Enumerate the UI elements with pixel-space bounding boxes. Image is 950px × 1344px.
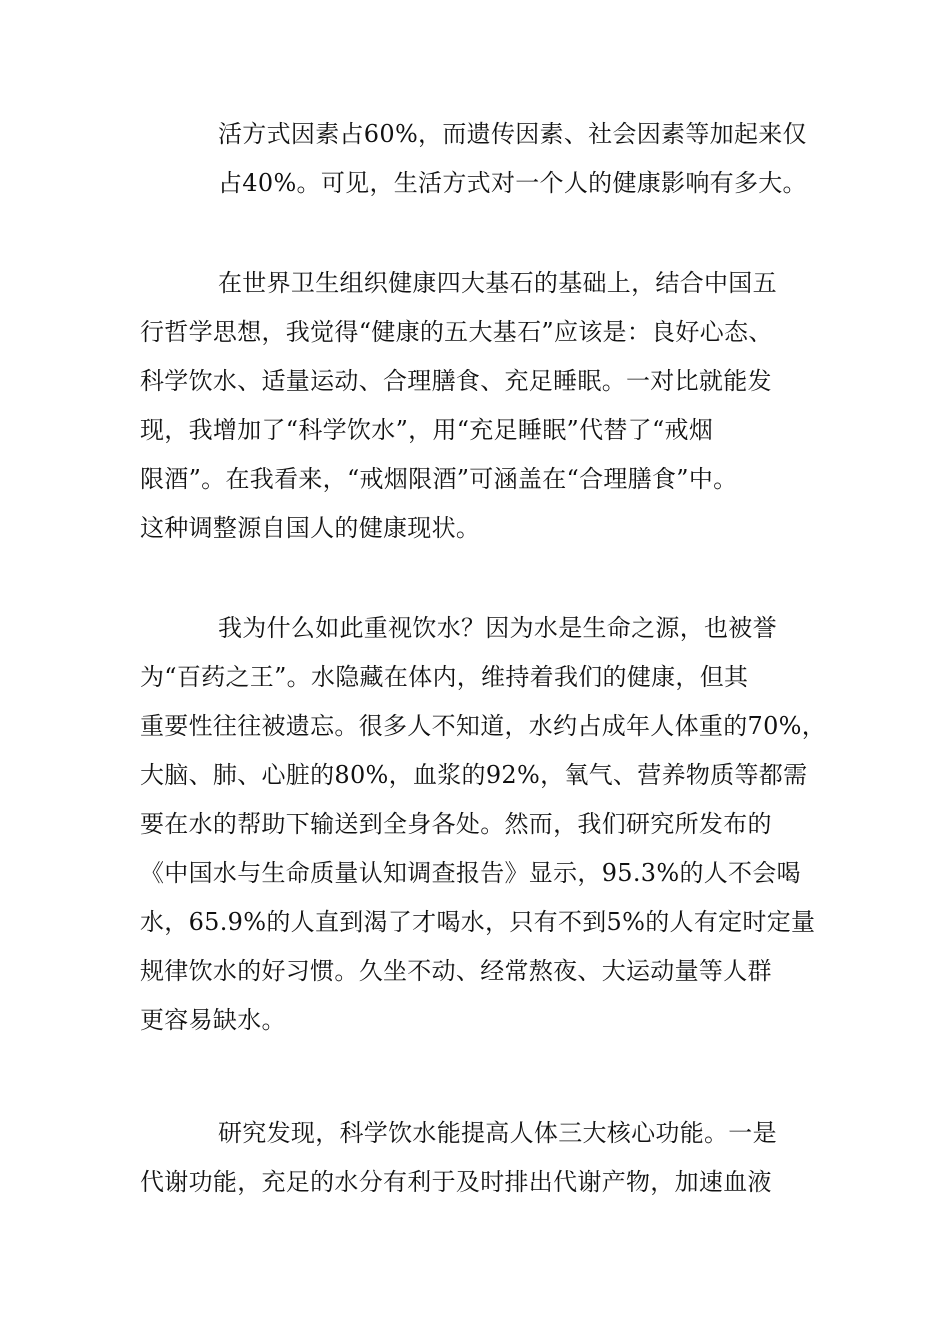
paragraph-line: 研究发现，科学饮水能提高人体三大核心功能。一是 <box>218 1119 777 1147</box>
paragraph-line: 大脑、肺、心脏的80%，血浆的92%，氧气、营养物质等都需 <box>140 761 808 789</box>
paragraph-line: 这种调整源自国人的健康现状。 <box>140 514 481 542</box>
paragraph-line: 重要性往往被遗忘。很多人不知道，水约占成年人体重的70%， <box>140 712 827 740</box>
paragraph-line: 我为什么如此重视饮水？因为水是生命之源，也被誉 <box>218 614 777 642</box>
paragraph-line: 规律饮水的好习惯。久坐不动、经常熬夜、大运动量等人群 <box>140 957 772 985</box>
paragraph-line: 更容易缺水。 <box>140 1006 286 1034</box>
paragraph-five-cornerstones <box>140 259 840 553</box>
paragraph-line: 现，我增加了“科学饮水”，用“充足睡眠”代替了“戒烟 <box>140 416 714 444</box>
paragraph-line: 水，65.9%的人直到渴了才喝水，只有不到5%的人有定时定量 <box>140 908 816 936</box>
paragraph-line: 科学饮水、适量运动、合理膳食、充足睡眠。一对比就能发 <box>140 367 772 395</box>
paragraph-line: 限酒”。在我看来，“戒烟限酒”可涵盖在“合理膳食”中。 <box>140 465 738 493</box>
paragraph-line: 《中国水与生命质量认知调查报告》显示，95.3%的人不会喝 <box>140 859 801 887</box>
paragraph-line: 活方式因素占60%，而遗传因素、社会因素等加起来仅 <box>218 120 807 148</box>
paragraph-line: 为“百药之王”。水隐藏在体内，维持着我们的健康，但其 <box>140 663 749 691</box>
paragraph-line: 在世界卫生组织健康四大基石的基础上，结合中国五 <box>218 269 777 297</box>
paragraph-water-importance <box>140 604 840 1045</box>
paragraph-line: 行哲学思想，我觉得“健康的五大基石”应该是：良好心态、 <box>140 318 773 346</box>
paragraph-line: 要在水的帮助下输送到全身各处。然而，我们研究所发布的 <box>140 810 772 838</box>
paragraph-line: 代谢功能，充足的水分有利于及时排出代谢产物，加速血液 <box>140 1168 772 1196</box>
paragraph-lifestyle-factors <box>140 110 840 208</box>
paragraph-line: 占40%。可见，生活方式对一个人的健康影响有多大。 <box>218 169 807 197</box>
paragraph-core-functions <box>140 1109 840 1207</box>
